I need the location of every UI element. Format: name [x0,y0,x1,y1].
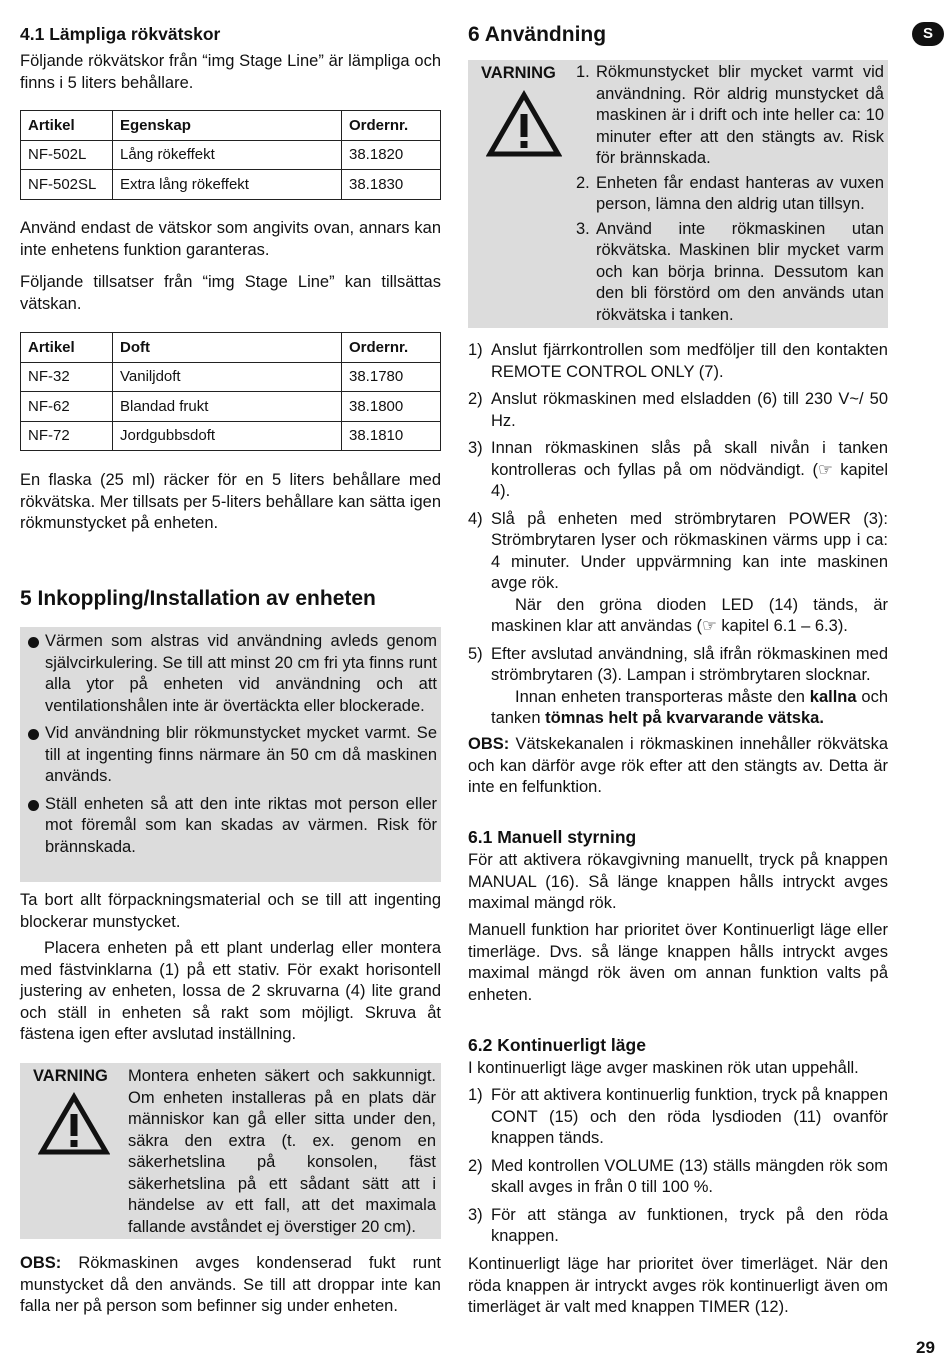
bullet-icon [28,637,39,648]
usage-steps [468,340,888,736]
section-5-packaging: Ta bort allt förpackningsmaterial och se till att ingenting blockerar munstycket. [20,891,441,931]
list-item [24,794,437,859]
table-cell: 38.1820 [342,140,441,170]
bullet-text: Ställ enheten så att den inte riktas mot person eller mot föremål som kan skadas av värmen. Risk för brännskada. [45,794,437,856]
section-6-2-title: 6.2 Kontinuerligt läge [468,1035,646,1055]
continuous-steps [468,1085,888,1254]
list-item [576,62,884,170]
table-header-cell: Egenskap [113,111,342,141]
step-number: 2) [468,390,483,408]
table-cell: Extra lång rökeffekt [113,170,342,200]
list-item [468,1205,888,1248]
table-cell: 38.1830 [342,170,441,200]
item-number: 2. [576,173,590,192]
section-6-1-p2: Manuell funktion har prioritet över Kontinuerligt läge eller timerläge. Dvs. så länge knappen hålls intryckt avges maximal mängd rök även om annan funktion valts på enheten. [468,921,888,1004]
table-cell: NF-62 [21,392,113,422]
page-number: 29 [916,1338,935,1357]
table-cell: Blandad frukt [113,392,342,422]
step-text: Anslut fjärrkontrollen som medföljer till den kontakten REMOTE CONTROL ONLY (7). [491,341,888,381]
item-text: Använd inte rökmaskinen utan rökvätska. Maskinen blir mycket varm och kan börja brinna. Dessutom kan den bli förstörd om den används utan rökvätska i tanken. [596,219,884,324]
table-header-cell: Artikel [21,111,113,141]
item-text: Rökmunstycket blir mycket varmt vid användning. Rör aldrig munstycket då maskinen är i drift och inte heller ca: 10 minuter efter att den stängts av. Risk för brännskada. [596,63,884,167]
step-note-bold: tömnas helt på kvarvarande vätska. [545,709,824,727]
section-4-1-additives-intro: Följande tillsatser från “img Stage Line” kan tillsättas vätskan. [20,273,441,313]
list-item [468,1156,888,1199]
table-cell: NF-502L [21,140,113,170]
table-header-cell: Ordernr. [342,333,441,363]
safety-bullets-box [20,627,441,882]
table-header-row [21,111,441,141]
step-number: 3) [468,439,483,457]
section-6-2-priority: Kontinuerligt läge har prioritet över timerläget. När den röda knappen är intryckt avges rök kontinuerligt även om timerläget är valt med knappen TIMER (12). [468,1255,888,1316]
mounting-warning-box [20,1063,441,1239]
section-4-1-dosage: En flaska (25 ml) räcker för en 5 liters behållare med rökvätska. Mer tillsats per 5-liters behållare kan sätta igen rökmunstycket på enheten. [20,471,441,532]
obs-text: Rökmaskinen avges kondenserad fukt runt munstycket då den används. Se till att droppar inte kan falla ner på person som befinner sig under enheten. [20,1254,441,1315]
step-number: 4) [468,509,483,528]
table-header-cell: Doft [113,333,342,363]
section-6-obs [468,734,888,799]
table-cell: 38.1800 [342,392,441,422]
step-note-text: Innan enheten transporteras måste den [515,687,810,706]
fluids-table [20,110,441,200]
table-row [21,421,441,451]
step-text: För att stänga av funktionen, tryck på den röda knappen. [491,1205,888,1245]
list-item [24,723,437,788]
section-6-1-title: 6.1 Manuell styrning [468,827,637,847]
obs-label: OBS: [468,735,510,753]
section-4-1-note: Använd endast de vätskor som angivits ovan, annars kan inte enhetens funktion garanteras. [20,219,441,259]
language-badge: S [912,22,944,46]
table-cell: NF-502SL [21,170,113,200]
list-item [468,438,888,503]
warning-label: VARNING [33,1067,108,1085]
mounting-warning-text: Montera enheten säkert och sakkunnigt. Om enheten installeras på en plats där människor kan gå eller sitta under den, säkra den extra (t. ex. genom en säkerhetslina på konsolen, fäst säkerhetslina på ett sådant sätt att i händelse av ett fall, att det maximala fallande avståndet ej överstiger 20 cm). [128,1067,436,1236]
table-header-cell: Artikel [21,333,113,363]
step-text: Anslut rökmaskinen med elsladden (6) till 230 V~/ 50 Hz. [491,390,888,430]
table-cell: Jordgubbsdoft [113,421,342,451]
table-row [21,140,441,170]
section-6-1-p1: För att aktivera rökavgivning manuellt, tryck på knappen MANUAL (16). Så länge knappen hålls intryckt avges maximal mängd rök. [468,851,888,912]
bullet-icon [28,800,39,811]
bullet-text: Värmen som alstras vid användning avleds genom självcirkulering. Se till att minst 20 cm fri yta finns runt alla ytor på enheten vid användning och att ventilationshålen inte är övertäckta eller blockerade. [45,632,437,715]
section-4-1-intro: Följande rökvätskor från “img Stage Line” är lämpliga och finns i 5 liters behållare. [20,52,441,92]
section-5-mounting: Placera enheten på ett plant underlag eller montera med fästvinklarna (1) på ett stativ. För exakt horisontell justering av enheten, lossa de 2 skruvarna (4) lite grand och ställ in enheten så rakt som möjligt. Skruva åt fästena igen efter avslutad inställning. [20,939,441,1043]
table-cell: Vaniljdoft [113,362,342,392]
obs-label: OBS: [20,1254,62,1272]
step-text: Med kontrollen VOLUME (13) ställs mängden rök som skall avges in från 0 till 100 %. [491,1156,888,1196]
step-number: 1) [468,341,483,359]
obs-text: Vätskekanalen i rökmaskinen innehåller rökvätska och kan därför avge rök efter att den stängts av. Detta är inte en felfunktion. [468,735,888,796]
list-item [576,219,884,327]
list-item [576,173,884,216]
warning-label: VARNING [481,64,556,82]
bullet-text: Vid användning blir rökmunstycket mycket varmt. Se till at ingenting finns närmare än 50 cm då maskinen används. [45,724,437,785]
step-number: 1) [468,1086,483,1104]
list-item [468,509,888,638]
section-5-title: 5 Inkoppling/Installation av enheten [20,587,376,610]
list-item [24,631,437,717]
step-number: 5) [468,644,483,663]
step-number: 2) [468,1156,483,1175]
table-row [21,392,441,422]
section-6-title: 6 Användning [468,23,607,46]
step-note-text: och tanken [491,687,888,727]
step-text: För att aktivera kontinuerlig funktion, tryck på knappen CONT (15) och den röda lysdioden (11) ovanför knappen tänds. [491,1086,888,1147]
table-cell: NF-72 [21,421,113,451]
item-text: Enheten får endast hanteras av vuxen person, lämna den aldrig utan tillsyn. [596,173,884,213]
warning-triangle-icon [486,90,562,158]
section-5-obs [20,1253,441,1318]
usage-warning-box [468,60,888,328]
table-row [21,362,441,392]
step-text: Efter avslutad användning, slå ifrån rökmaskinen med strömbrytaren (3). Lampan i strömbrytaren slocknar. [491,644,888,684]
section-6-2-intro: I kontinuerligt läge avger maskinen rök utan uppehåll. [468,1059,859,1077]
list-item [468,644,888,730]
step-note: När den gröna dioden LED (14) tänds, är maskinen klar att användas (☞ kapitel 6.1 – 6.3). [491,595,888,635]
list-item [468,389,888,432]
table-row [21,170,441,200]
step-number: 3) [468,1205,483,1224]
step-text: Slå på enheten med strömbrytaren POWER (3): Strömbrytaren lyser och rökmaskinen värms upp i ca: 4 minuter. Under uppvärmning kan inte maskinen avge rök. [491,509,888,592]
bullet-icon [28,729,39,740]
table-cell: 38.1780 [342,362,441,392]
list-item [468,1085,888,1150]
table-cell: NF-32 [21,362,113,392]
table-cell: 38.1810 [342,421,441,451]
table-cell: Lång rökeffekt [113,140,342,170]
table-header-cell: Ordernr. [342,111,441,141]
list-item [468,340,888,383]
additives-table [20,332,441,451]
section-4-1-title: 4.1 Lämpliga rökvätskor [20,24,221,44]
table-header-row [21,333,441,363]
item-number: 3. [576,219,590,238]
item-number: 1. [576,63,590,81]
step-text: Innan rökmaskinen slås på skall nivån i tanken kontrolleras och fyllas på om nödvändigt. (☞ kapitel 4). [491,439,888,500]
warning-triangle-icon [38,1092,110,1156]
step-note-bold: kallna [809,687,857,706]
step-note [491,687,888,730]
